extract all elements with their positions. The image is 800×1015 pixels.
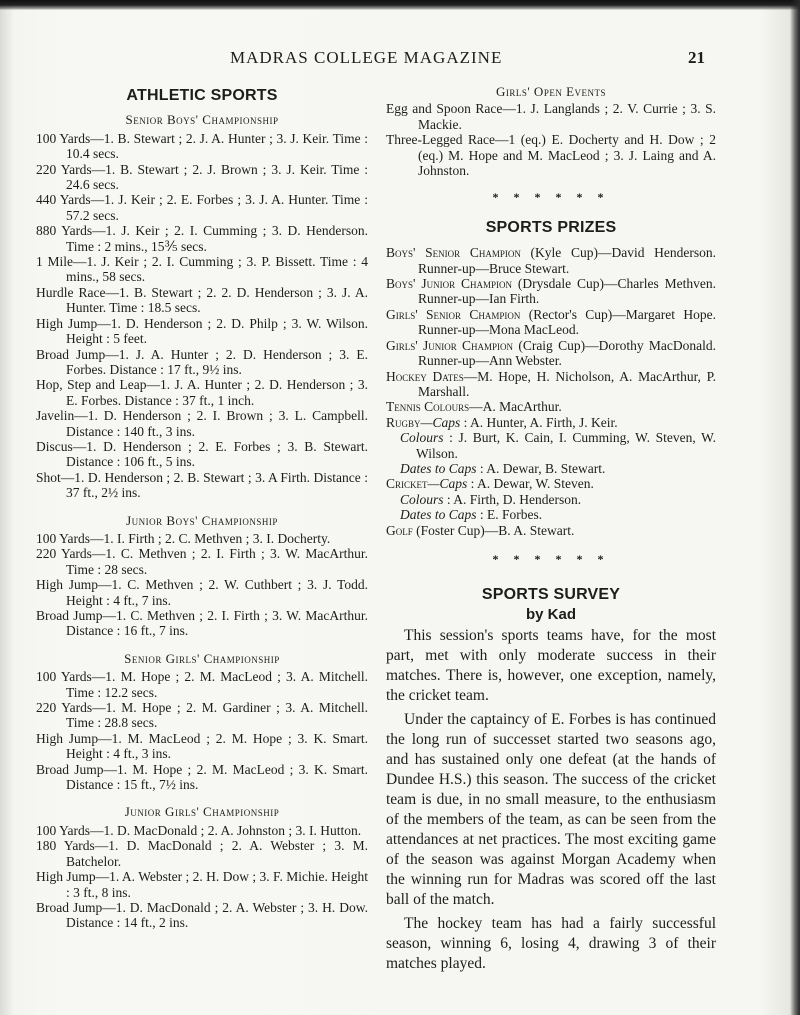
rugby-colours-text: : J. Burt, K. Cain, I. Cumming, W. Steven, W. Wilson. — [416, 430, 716, 461]
section-heading: Junior Boys' Championship — [126, 512, 278, 528]
result-entry: Three-Legged Race—1 (eq.) E. Docherty and H. Dow ; 2 (eq.) M. Hope and M. MacLeod ; 3. J. Laing and A. Johnston. — [386, 132, 716, 179]
golf-label: Golf — [386, 522, 413, 538]
scan-top-shadow — [0, 0, 800, 10]
cricket-label: Cricket — [386, 476, 428, 492]
result-entry: 880 Yards—1. J. Keir ; 2. I. Cumming ; 3. D. Henderson. Time : 2 mins., 15⅗ secs. — [36, 223, 368, 254]
prize-entry — [386, 276, 716, 307]
prize-entry — [386, 338, 716, 369]
prize-text: —M. Hope, H. Nicholson, A. MacArthur, P. Marshall. — [418, 368, 716, 399]
result-entry: Broad Jump—1. M. Hope ; 2. M. MacLeod ; 3. K. Smart. Distance : 15 ft., 7½ ins. — [36, 761, 368, 793]
result-entry: Hurdle Race—1. B. Stewart ; 2. 2. D. Henderson ; 3. J. A. Hunter. Time : 18.5 secs. — [36, 284, 368, 316]
left-column — [36, 80, 368, 931]
sports-survey-title: SPORTS SURVEY — [481, 586, 621, 604]
result-entry: High Jump—1. A. Webster ; 2. H. Dow ; 3. F. Michie. Height : 3 ft., 8 ins. — [36, 869, 368, 900]
section-separator: * * * * * * — [492, 190, 610, 205]
result-entry: 100 Yards—1. B. Stewart ; 2. J. A. Hunter ; 3. J. Keir. Time : 10.4 secs. — [36, 130, 368, 162]
prize-entry — [386, 369, 716, 400]
cricket-caps-entry — [386, 476, 716, 491]
cricket-dates-label: Dates to Caps — [400, 507, 477, 523]
prize-label: Hockey Dates — [386, 368, 464, 384]
result-entry: 220 Yards—1. M. Hope ; 2. M. Gardiner ; 3. A. Mitchell. Time : 28.8 secs. — [36, 700, 368, 731]
rugby-caps-text: : A. Hunter, A. Firth, J. Keir. — [460, 414, 618, 430]
section-separator: * * * * * * — [492, 551, 610, 566]
cricket-dates-text: : E. Forbes. — [476, 507, 543, 523]
result-entry: High Jump—1. M. MacLeod ; 2. M. Hope ; 3. K. Smart. Height : 4 ft., 3 ins. — [36, 730, 368, 762]
right-column — [386, 80, 716, 974]
result-entry: High Jump—1. D. Henderson ; 2. D. Philp ; 3. W. Wilson. Height : 5 feet. — [36, 315, 368, 347]
prize-text: (Drysdale Cup)—Charles Methven. Runner-up—Ian Firth. — [418, 276, 716, 307]
result-entry: High Jump—1. C. Methven ; 2. W. Cuthbert ; 3. J. Todd. Height : 4 ft., 7 ins. — [36, 577, 368, 608]
athletic-sports-title: ATHLETIC SPORTS — [126, 87, 278, 104]
prize-text: (Rector's Cup)—Margaret Hope. Runner-up—Mona MacLeod. — [418, 306, 717, 338]
cricket-dates-entry — [386, 507, 716, 522]
result-entry: Broad Jump—1. C. Methven ; 2. I. Firth ; 3. W. MacArthur. Distance : 16 ft., 7 ins. — [36, 608, 368, 639]
prize-text: (Craig Cup)—Dorothy MacDonald. Runner-up—Ann Webster. — [418, 337, 716, 369]
prize-text: (Kyle Cup)—David Henderson. Runner-up—Bruce Stewart. — [418, 245, 717, 276]
cricket-caps-text: : A. Dewar, W. Steven. — [467, 476, 594, 492]
cricket-caps-label: —Caps — [427, 476, 468, 492]
page-header — [0, 48, 800, 70]
prize-label: Girls' Junior Champion — [386, 337, 514, 353]
survey-paragraph: Under the captaincy of E. Forbes is has continued the long run of successet started two seasons ago, and has sustained only one defeat (at the hands of Dundee H.S.) this season. The success of the cricket team is due, in no small measure, to the enthusiasm of the members of the team, as can be seen from the attendances at net practices. The most exciting game of the season was against Morgan Academy when the winning run for Madras was scored off the last ball of the match. — [386, 711, 716, 909]
rugby-caps-label: —Caps — [420, 414, 461, 430]
result-entry: 100 Yards—1. I. Firth ; 2. C. Methven ; 3. I. Docherty. — [36, 530, 331, 546]
prize-label: Boys' Senior Champion — [386, 245, 521, 261]
prize-entry — [386, 399, 716, 414]
survey-byline: by Kad — [525, 605, 576, 623]
cricket-colours-label: Colours — [400, 491, 444, 507]
rugby-label: Rugby — [386, 414, 421, 430]
section-heading: Girls' Open Events — [495, 84, 607, 99]
golf-entry — [386, 523, 716, 538]
survey-paragraph: The hockey team has had a fairly successful season, winning 6, losing 4, drawing 3 of their matches played. — [386, 915, 716, 973]
survey-paragraph: This session's sports teams have, for the most part, met with only moderate success in their matches. There is, however, one exception, namely, the cricket team. — [386, 627, 716, 705]
result-entry: 1 Mile—1. J. Keir ; 2. I. Cumming ; 3. P. Bissett. Time : 4 mins., 58 secs. — [36, 254, 368, 285]
result-entry: 220 Yards—1. B. Stewart ; 2. J. Brown ; 3. J. Keir. Time : 24.6 secs. — [36, 161, 368, 193]
result-entry: Broad Jump—1. J. A. Hunter ; 2. D. Henderson ; 3. E. Forbes. Distance : 17 ft., 9½ ins. — [36, 346, 368, 377]
rugby-dates-text: : A. Dewar, B. Stewart. — [476, 460, 606, 476]
prize-entry — [386, 245, 716, 276]
rugby-colours-label: Colours — [400, 430, 444, 446]
result-entry: Broad Jump—1. D. MacDonald ; 2. A. Webster ; 3. H. Dow. Distance : 14 ft., 2 ins. — [36, 899, 368, 931]
prize-label: Tennis Colours — [386, 399, 470, 415]
golf-text: (Foster Cup)—B. A. Stewart. — [412, 522, 575, 538]
result-entry: 180 Yards—1. D. MacDonald ; 2. A. Webster ; 3. M. Batchelor. — [36, 838, 368, 869]
result-entry: Egg and Spoon Race—1. J. Langlands ; 2. V. Currie ; 3. S. Mackie. — [386, 101, 716, 132]
result-entry: Javelin—1. D. Henderson ; 2. I. Brown ; 3. L. Campbell. Distance : 140 ft., 3 ins. — [36, 408, 368, 439]
prize-label: Boys' Junior Champion — [386, 276, 512, 292]
magazine-title: MADRAS COLLEGE MAGAZINE — [230, 48, 503, 67]
cricket-colours-text: : A. Firth, D. Henderson. — [443, 491, 582, 507]
result-entry: 100 Yards—1. D. MacDonald ; 2. A. Johnston ; 3. I. Hutton. — [36, 822, 362, 838]
rugby-caps-entry — [386, 415, 716, 430]
result-entry: Hop, Step and Leap—1. J. A. Hunter ; 2. D. Henderson ; 3. E. Forbes. Distance : 37 ft., 1 inch. — [36, 377, 368, 408]
rugby-dates-entry — [386, 461, 716, 476]
sports-prizes-title: SPORTS PRIZES — [485, 218, 617, 236]
result-entry: Discus—1. D. Henderson ; 2. E. Forbes ; 3. B. Stewart. Distance : 106 ft., 5 ins. — [36, 438, 368, 470]
result-entry: 100 Yards—1. M. Hope ; 2. M. MacLeod ; 3. A. Mitchell. Time : 12.2 secs. — [36, 669, 368, 700]
page-number: 21 — [688, 48, 705, 67]
prize-entry — [386, 307, 716, 338]
section-heading: Junior Girls' Championship — [124, 804, 280, 820]
result-entry: 440 Yards—1. J. Keir ; 2. E. Forbes ; 3. J. A. Hunter. Time : 57.2 secs. — [36, 192, 368, 223]
rugby-colours-entry — [386, 430, 716, 461]
scan-right-shadow — [790, 0, 800, 1015]
rugby-dates-label: Dates to Caps — [400, 460, 477, 476]
result-entry: 220 Yards—1. C. Methven ; 2. I. Firth ; 3. W. MacArthur. Time : 28 secs. — [36, 546, 368, 577]
prize-text: —A. MacArthur. — [469, 399, 562, 415]
result-entry: Shot—1. D. Henderson ; 2. B. Stewart ; 3. A Firth. Distance : 37 ft., 2½ ins. — [36, 469, 368, 501]
cricket-colours-entry — [386, 492, 716, 507]
prize-label: Girls' Senior Champion — [386, 306, 521, 322]
section-heading: Senior Girls' Championship — [124, 650, 280, 666]
section-heading: Senior Boys' Championship — [125, 112, 279, 128]
